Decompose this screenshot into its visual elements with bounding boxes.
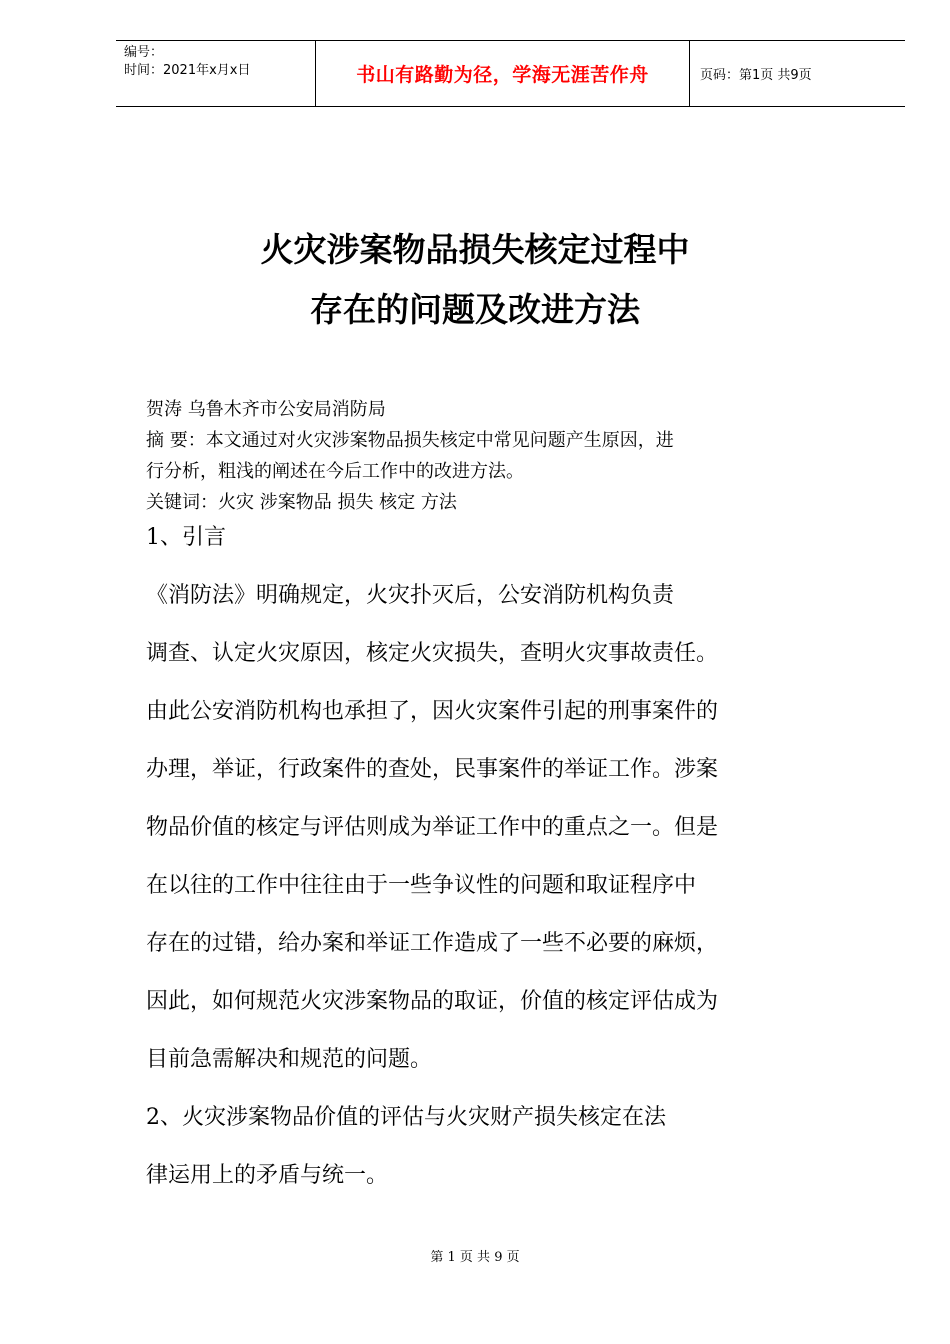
abstract-line-2: 行分析，粗浅的阐述在今后工作中的改进方法。 <box>146 461 524 482</box>
abstract-line-1: 摘 要：本文通过对火灾涉案物品损失核定中常见问题产生原因，进 <box>146 430 674 451</box>
motto-text: 书山有路勤为径，学海无涯苦作舟 <box>356 64 649 86</box>
header-page-cell <box>690 41 905 106</box>
header-info-cell <box>116 41 316 106</box>
title-line-1: 火灾涉案物品损失核定过程中 <box>260 230 690 269</box>
section-heading-2: 2、火灾涉案物品价值的评估与火灾财产损失核定在法 <box>146 1105 666 1130</box>
document-number-label: 编号： <box>124 45 164 60</box>
document-meta <box>146 394 826 518</box>
body-line: 在以往的工作中往往由于一些争议性的问题和取证程序中 <box>146 873 697 898</box>
body-line: 因此，如何规范火灾涉案物品的取证，价值的核定评估成为 <box>146 989 719 1014</box>
body-line: 存在的过错，给办案和举证工作造成了一些不必要的麻烦， <box>146 931 719 956</box>
body-line: 《消防法》明确规定，火灾扑灭后，公安消防机构负责 <box>146 583 675 608</box>
body-line: 办理，举证，行政案件的查处，民事案件的举证工作。涉案 <box>146 757 719 782</box>
body-line: 目前急需解决和规范的问题。 <box>146 1047 433 1072</box>
document-time-label: 时间：2021年x月x日 <box>124 63 251 78</box>
title-line-2: 存在的问题及改进方法 <box>310 290 640 329</box>
section-heading-1: 1、引言 <box>146 525 226 550</box>
header-motto-cell <box>316 41 690 106</box>
document-header <box>116 40 905 107</box>
author-line: 贺涛 乌鲁木齐市公安局消防局 <box>146 399 386 420</box>
page-footer: 第 1 页 共 9 页 <box>430 1250 520 1265</box>
section-heading-2-cont: 律运用上的矛盾与统一。 <box>146 1163 389 1188</box>
body-line: 调查、认定火灾原因，核定火灾损失，查明火灾事故责任。 <box>146 641 719 666</box>
keywords-line: 关键词：火灾 涉案物品 损失 核定 方法 <box>146 492 457 513</box>
body-line: 由此公安消防机构也承担了，因火灾案件引起的刑事案件的 <box>146 699 719 724</box>
header-page-info: 页码：第1页 共9页 <box>700 68 812 83</box>
body-line: 物品价值的核定与评估则成为举证工作中的重点之一。但是 <box>146 815 719 840</box>
